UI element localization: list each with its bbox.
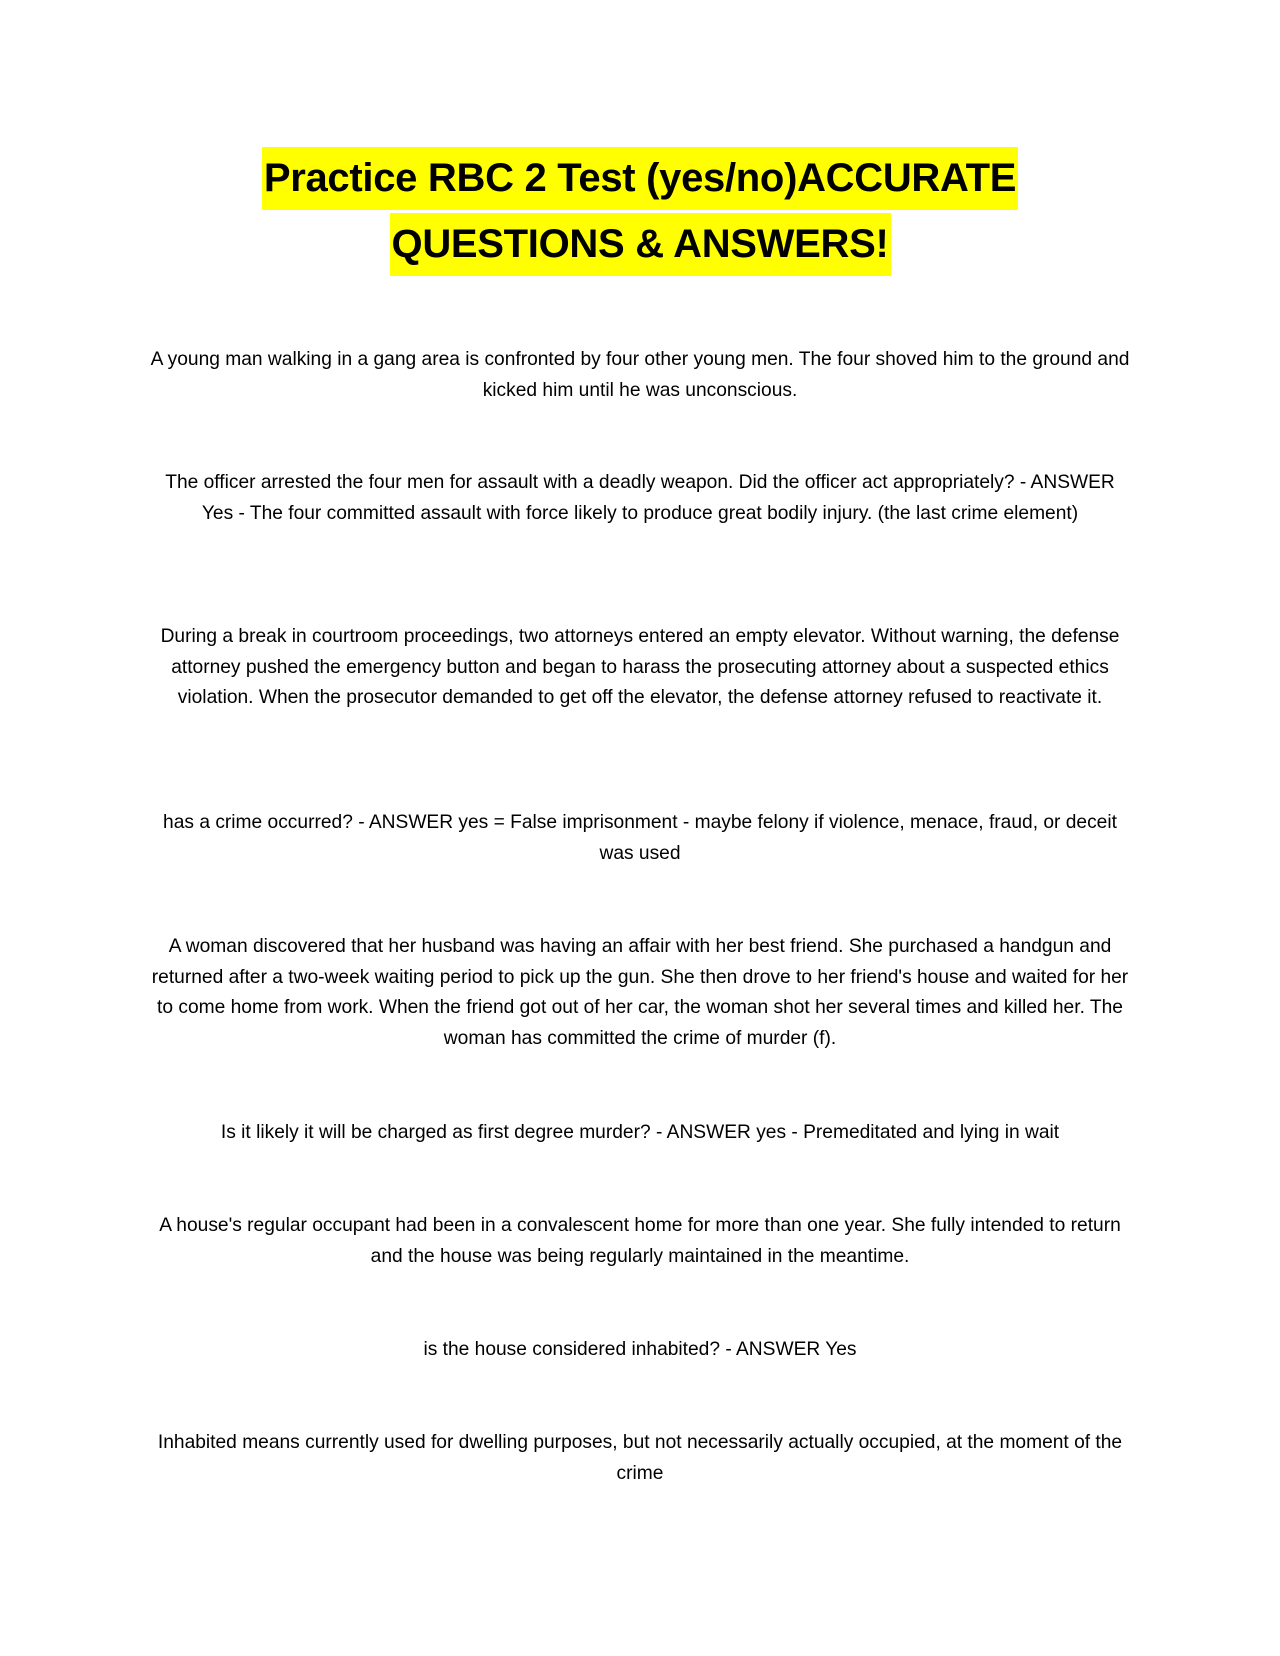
- answer-assault-deadly-weapon: The officer arrested the four men for assault with a deadly weapon. Did the officer act appropriately? - ANSWER Yes - The four committed assault with force likely to produce great bodily injury. (the last crime element): [165, 472, 1115, 524]
- question-scenario-gang-assault: A young man walking in a gang area is confronted by four other young men. The four shoved him to the ground and kicked him until he was unconscious.: [150, 349, 1130, 401]
- definition-inhabited: Inhabited means currently used for dwelling purposes, but not necessarily actually occupied, at the moment of the crime: [157, 1432, 1123, 1484]
- title-line-1: Practice RBC 2 Test (yes/no)ACCURATE: [262, 147, 1018, 210]
- answer-first-degree-murder: Is it likely it will be charged as first degree murder? - ANSWER yes - Premeditated and lying in wait: [220, 1122, 1060, 1143]
- document-title: [140, 147, 1140, 279]
- title-line-2: QUESTIONS & ANSWERS!: [390, 213, 891, 276]
- question-scenario-inhabited-house: A house's regular occupant had been in a convalescent home for more than one year. She fully intended to return and the house was being regularly maintained in the meantime.: [159, 1215, 1121, 1267]
- question-scenario-elevator: During a break in courtroom proceedings, two attorneys entered an empty elevator. Without warning, the defense attorney pushed the emergency button and began to harass the prosecuting attorney about a suspected ethics violation. When the prosecutor demanded to get off the elevator, the defense attorney refused to reactivate it.: [160, 626, 1120, 708]
- answer-house-inhabited: is the house considered inhabited? - ANSWER Yes: [423, 1339, 857, 1360]
- answer-false-imprisonment: has a crime occurred? - ANSWER yes = False imprisonment - maybe felony if violence, menace, fraud, or deceit was used: [163, 812, 1117, 864]
- question-scenario-murder: A woman discovered that her husband was having an affair with her best friend. She purchased a handgun and returned after a two-week waiting period to pick up the gun. She then drove to her friend's house and waited for her to come home from work. When the friend got out of her car, the woman shot her several times and killed her. The woman has committed the crime of murder (f).: [151, 936, 1129, 1049]
